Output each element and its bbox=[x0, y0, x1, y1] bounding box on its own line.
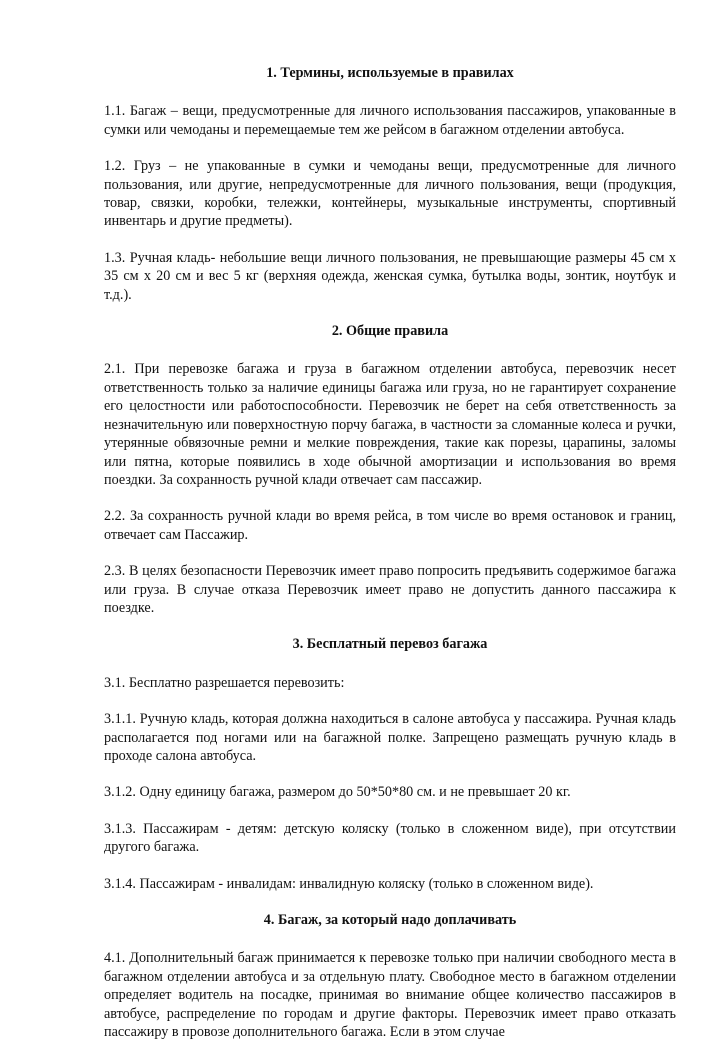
section-4-heading: 4. Багаж, за который надо доплачивать bbox=[263, 912, 517, 928]
paragraph-2-3: 2.3. В целях безопасности Перевозчик имеет право попросить предъявить содержимое багажа или груза. В случае отказа Перевозчик имеет право не допустить данного пассажира к поездке. bbox=[104, 563, 676, 616]
paragraph-2-1: 2.1. При перевозке багажа и груза в багажном отделении автобуса, перевозчик несет ответственность только за наличие единицы багажа или груза, но не гарантирует сохранение его целостности или работоспособности. Перевозчик не берет на себя ответственность за незначительную или поверхностную порчу багажа, в частности за сломанные колеса и ручки, утерянные обвязочные ремни и мелкие повреждения, такие как порезы, царапины, заломы или пятна, которые появились в ходе обычной амортизации и использования во время поездки. За сохранность ручной клади отвечает сам пассажир. bbox=[104, 361, 676, 488]
paragraph-1-1: 1.1. Багаж – вещи, предусмотренные для личного использования пассажиров, упакованные в сумки или чемоданы и перемещаемые тем же рейсом в багажном отделении автобуса. bbox=[104, 103, 676, 138]
paragraph-3-1: 3.1. Бесплатно разрешается перевозить: bbox=[104, 674, 345, 691]
paragraph-3-1-3: 3.1.3. Пассажирам - детям: детскую коляску (только в сложенном виде), при отсутствии другого багажа. bbox=[104, 820, 676, 856]
paragraph-1-2: 1.2. Груз – не упакованные в сумки и чемоданы вещи, предусмотренные для личного пользования, или другие, непредусмотренные для личного пользования, вещи (продукция, товар, связки, коробки, тележки, контейнеры, музыкальные инструменты, спортивный инвентарь и другие предметы). bbox=[104, 158, 676, 230]
paragraph-3-1-1: 3.1.1. Ручную кладь, которая должна находиться в салоне автобуса у пассажира. Ручная кладь располагается под ногами или на багажной полке. Запрещено размещать ручную кладь в проходе салона автобуса. bbox=[104, 711, 676, 764]
paragraph-2-2: 2.2. За сохранность ручной клади во время рейса, в том числе во время остановок и границ, отвечает сам Пассажир. bbox=[104, 508, 676, 543]
paragraph-3-1-4: 3.1.4. Пассажирам - инвалидам: инвалидную коляску (только в сложенном виде). bbox=[104, 875, 594, 892]
paragraph-3-1-2: 3.1.2. Одну единицу багажа, размером до 50*50*80 см. и не превышает 20 кг. bbox=[104, 784, 571, 801]
section-2-heading: 2. Общие правила bbox=[331, 323, 449, 340]
section-1-heading: 1. Термины, используемые в правилах bbox=[266, 65, 514, 81]
paragraph-4-1: 4.1. Дополнительный багаж принимается к перевозке только при наличии свободного места в багажном отделении автобуса и за отдельную плату. Свободное место в багажном отделении определяет водитель на посадке, принимая во внимание общее количество пассажиров в автобусе, распределение по городам и другие факторы. Перевозчик имеет право отказать пассажиру в провозе дополнительного багажа. Если в этом случае bbox=[104, 950, 676, 1041]
section-3-heading: 3. Бесплатный перевоз багажа bbox=[292, 636, 488, 653]
paragraph-1-3: 1.3. Ручная кладь- небольшие вещи личного пользования, не превышающие размеры 45 см х 35 см х 20 см и вес 5 кг (верхняя одежда, женская сумка, бутылка воды, зонтик, ноутбук и т.д.). bbox=[104, 249, 676, 303]
document-page bbox=[104, 64, 676, 1041]
